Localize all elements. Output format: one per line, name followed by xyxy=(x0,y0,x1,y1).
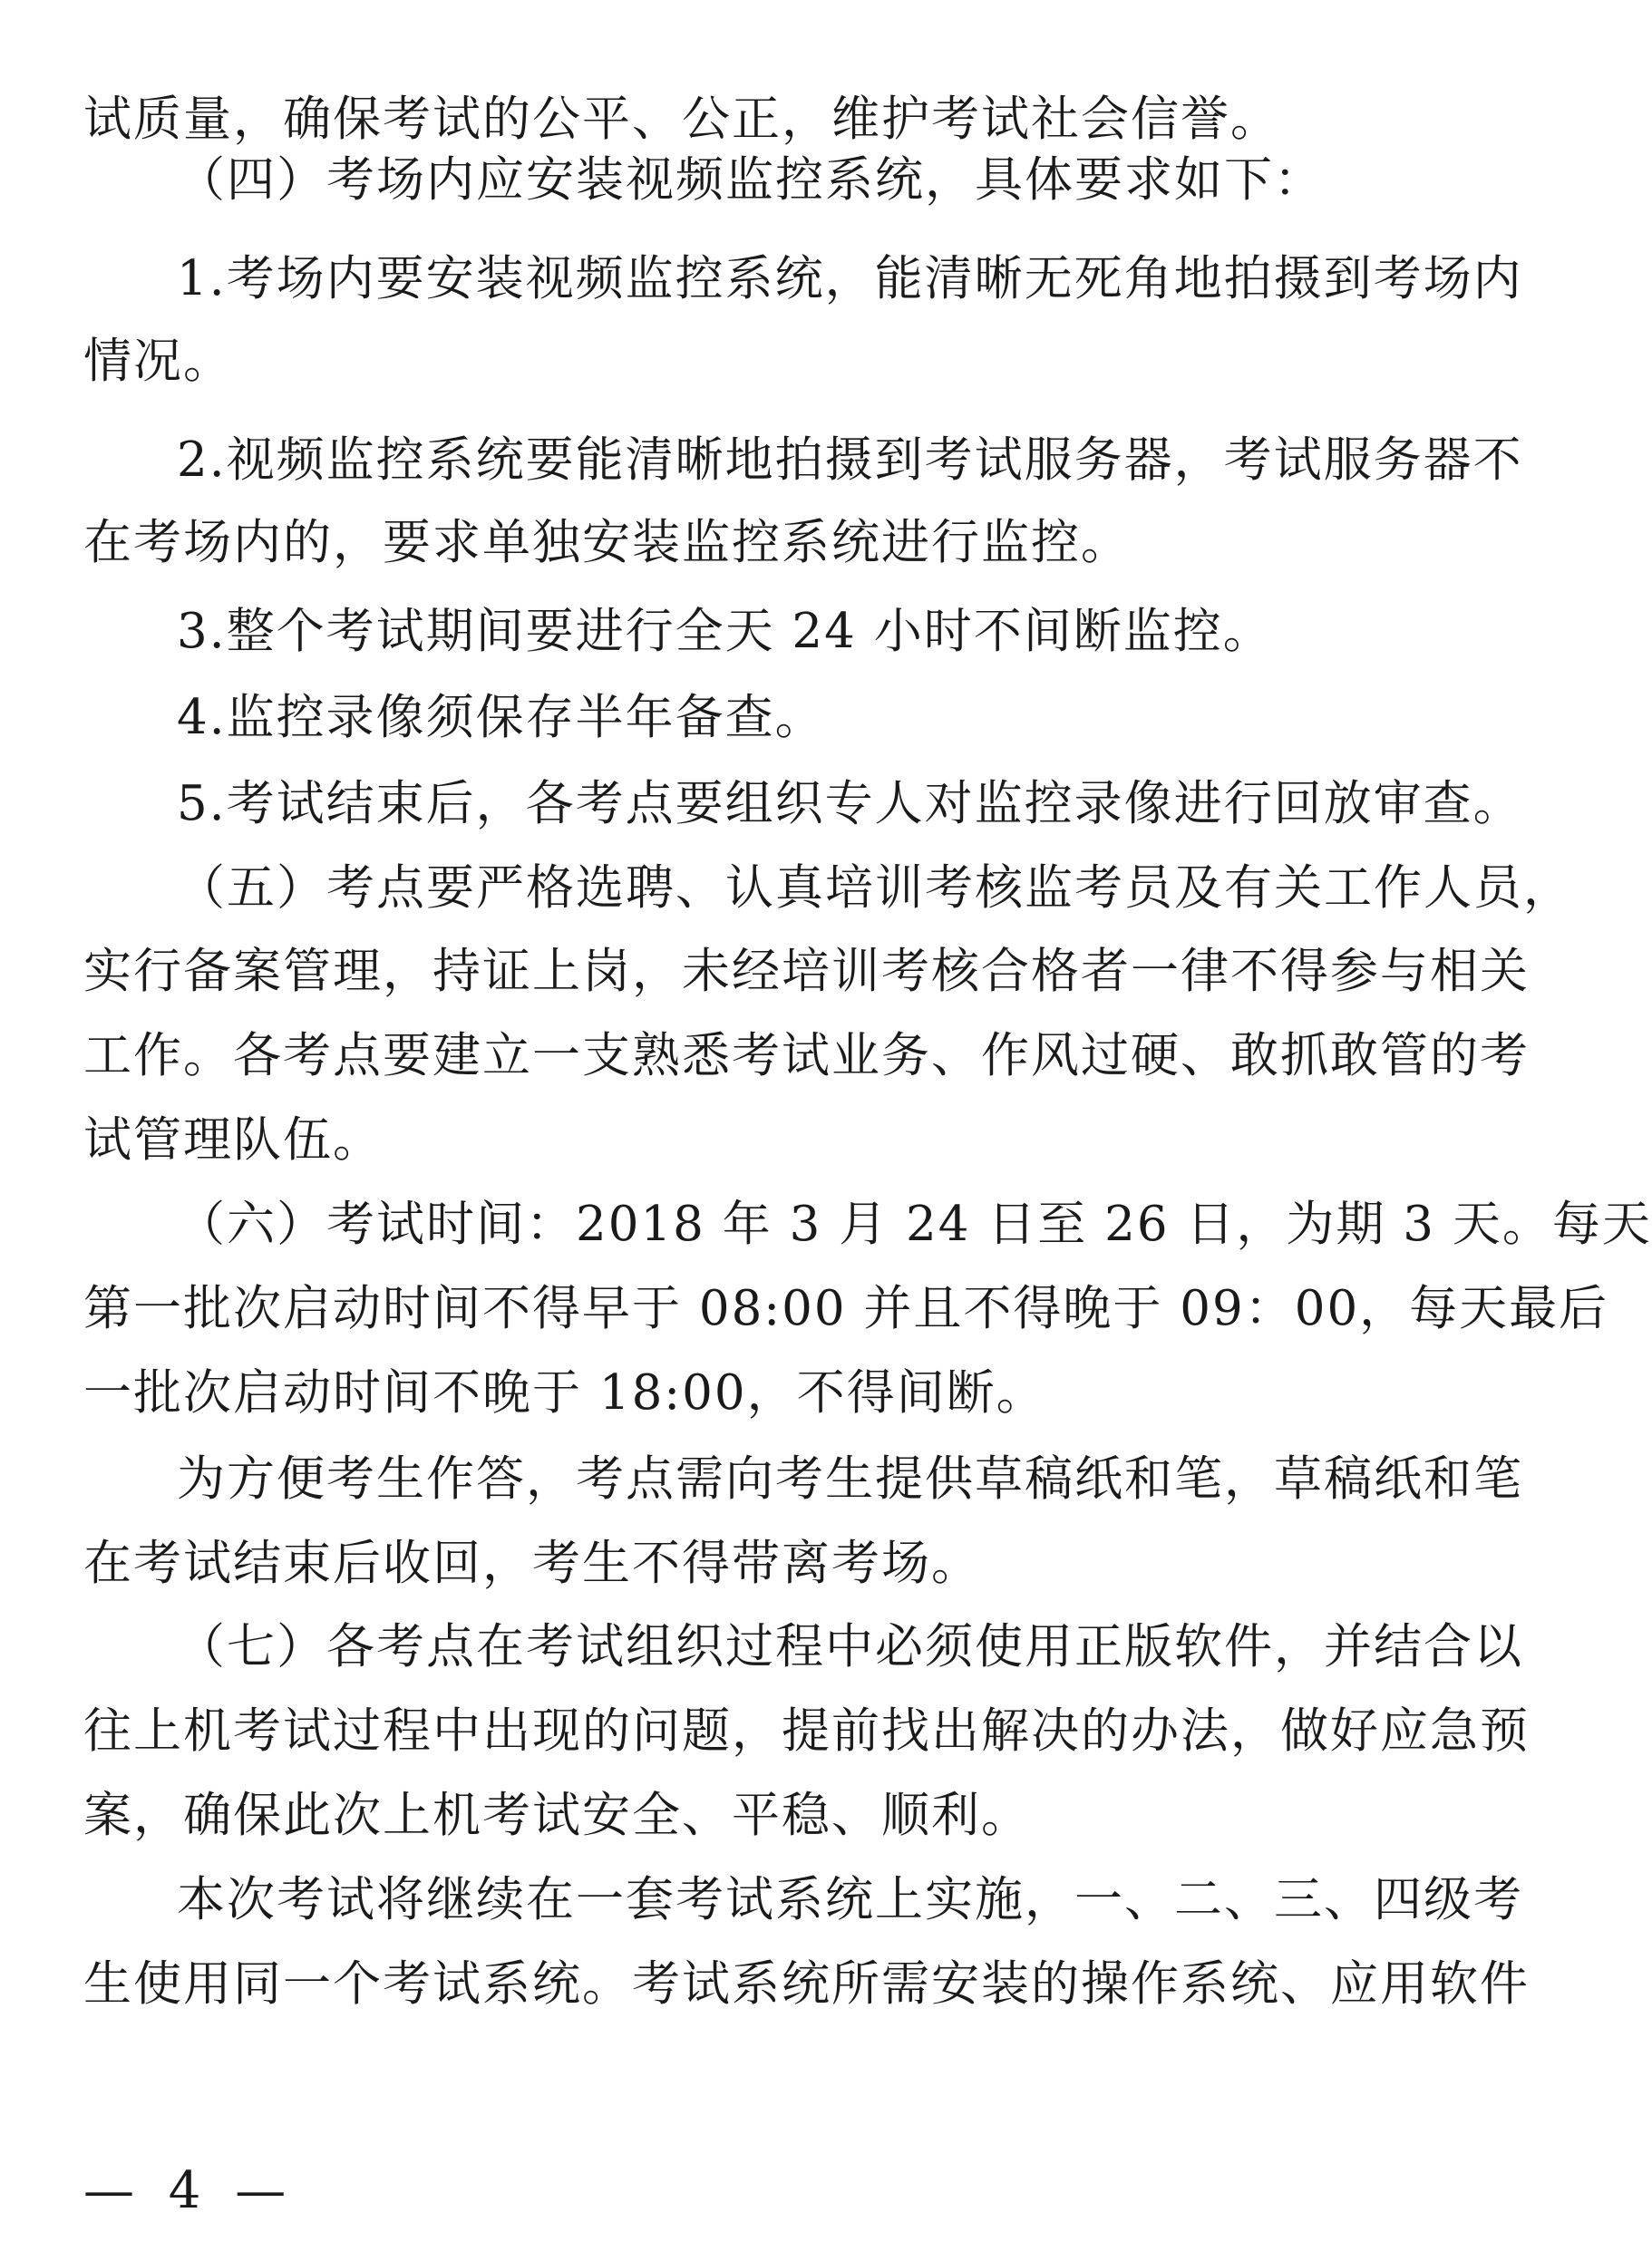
text-line-11: 实行备案管理，持证上岗，未经培训考核合格者一律不得参与相关 xyxy=(83,944,1530,999)
text-line-10: （五）考点要严格选聘、认真培训考核监考员及有关工作人员， xyxy=(177,860,1573,916)
text-line-9: 5.考试结束后，各考点要组织专人对监控录像进行回放审查。 xyxy=(177,776,1523,831)
text-line-12: 工作。各考点要建立一支熟悉考试业务、作风过硬、敢抓敢管的考 xyxy=(83,1028,1530,1083)
text-line-18: 在考试结束后收回，考生不得带离考场。 xyxy=(83,1536,981,1591)
text-line-17: 为方便考生作答，考点需向考生提供草稿纸和笔，草稿纸和笔 xyxy=(177,1451,1523,1507)
text-line-22: 本次考试将继续在一套考试系统上实施，一、二、三、四级考 xyxy=(177,1872,1523,1927)
text-line-4: 情况。 xyxy=(83,334,233,389)
text-line-7: 3.整个考试期间要进行全天 24 小时不间断监控。 xyxy=(177,604,1273,659)
text-line-23: 生使用同一个考试系统。考试系统所需安装的操作系统、应用软件 xyxy=(83,1956,1530,2012)
text-line-5: 2.视频监控系统要能清晰地拍摄到考试服务器，考试服务器不 xyxy=(177,432,1523,488)
text-line-16: 一批次启动时间不晚于 18:00，不得间断。 xyxy=(83,1365,1046,1421)
page-number: — 4 — xyxy=(83,2161,296,2220)
text-line-19: （七）各考点在考试组织过程中必须使用正版软件，并结合以 xyxy=(177,1619,1523,1674)
text-line-20: 往上机考试过程中出现的问题，提前找出解决的办法，做好应急预 xyxy=(83,1703,1530,1759)
text-line-2: （四）考场内应安装视频监控系统，具体要求如下： xyxy=(177,152,1324,208)
text-line-8: 4.监控录像须保存半年备查。 xyxy=(177,690,825,745)
text-line-15: 第一批次启动时间不得早于 08:00 并且不得晚于 09：00，每天最后 xyxy=(83,1281,1609,1336)
text-line-1: 试质量，确保考试的公平、公正，维护考试社会信誉。 xyxy=(83,92,1280,147)
text-line-6: 在考场内的，要求单独安装监控系统进行监控。 xyxy=(83,515,1131,570)
text-line-21: 案，确保此次上机考试安全、平稳、顺利。 xyxy=(83,1788,1031,1843)
text-line-14: （六）考试时间：2018 年 3 月 24 日至 26 日，为期 3 天。每天 xyxy=(177,1197,1652,1252)
text-line-3: 1.考场内要安装视频监控系统，能清晰无死角地拍摄到考场内 xyxy=(177,251,1523,306)
text-line-13: 试管理队伍。 xyxy=(83,1112,383,1168)
